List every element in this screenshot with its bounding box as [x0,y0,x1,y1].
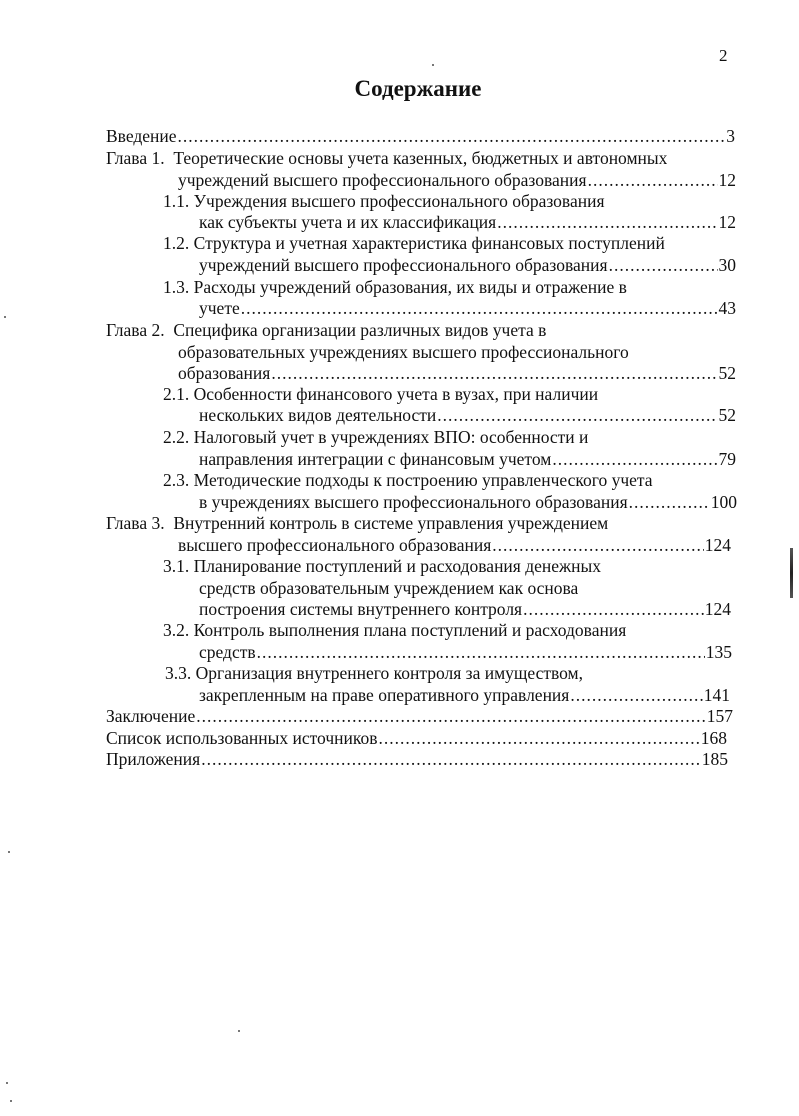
scan-speck [4,316,6,318]
leader-dots [201,749,701,770]
section-3-3-end[interactable] [199,685,730,706]
scan-speck [432,64,434,66]
chapter-3-heading-end[interactable] [178,535,731,556]
chapter-prefix: Глава 2. [106,320,165,340]
section-title-line: в учреждениях высшего профессионального образования [199,492,628,512]
section-2-2-end[interactable] [199,449,736,470]
section-title-line: направления интеграции с финансовым учетом [199,449,552,469]
scan-speck [10,1100,12,1102]
section-1-3[interactable] [163,277,627,298]
toc-page-number: 30 [718,255,736,275]
section-3-1-end[interactable] [199,599,731,620]
page-title: Содержание [354,76,482,101]
toc-page-number: 52 [718,405,736,425]
chapter-title-line: Внутренний контроль в системе управления учреждением [173,513,609,533]
chapter-prefix: Глава 1. [106,148,165,168]
leader-dots [271,363,717,384]
section-number: 3.1. [163,556,190,576]
toc-page-number: 157 [706,706,733,726]
toc-entry-conclusion[interactable] [106,706,733,727]
toc-page-number: 135 [705,642,732,662]
scan-edge-mark [790,548,793,598]
chapter-2-heading[interactable] [106,320,546,341]
chapter-title-line: учреждений высшего профессионального образования [178,170,587,190]
section-title-line: Контроль выполнения плана поступлений и расходования [193,620,627,640]
toc-page-number: 12 [718,170,736,190]
toc-page-number: 43 [718,298,736,318]
chapter-2-heading-cont[interactable] [178,342,629,363]
toc-entry-label: Список использованных источников [106,728,378,748]
section-title-line: средств [199,642,256,662]
section-number: 1.1. [163,191,190,211]
leader-dots [492,535,704,556]
section-title-line: Структура и учетная характеристика финансовых поступлений [193,233,665,253]
toc-page-number: 168 [700,728,727,748]
leader-dots [257,642,705,663]
chapter-title-line: образовательных учреждениях высшего профессионального [178,342,629,362]
section-title-line: Планирование поступлений и расходования денежных [193,556,601,576]
section-3-2-end[interactable] [199,642,732,663]
section-title-line: Расходы учреждений образования, их виды и отражение в [193,277,627,297]
section-1-3-end[interactable] [199,298,736,319]
section-title-line: Методические подходы к построению управленческого учета [193,470,653,490]
leader-dots [629,492,710,513]
chapter-title-line: образования [178,363,271,383]
toc-entry-label: Заключение [106,706,196,726]
section-number: 2.1. [163,384,190,404]
leader-dots [241,298,718,319]
section-1-1[interactable] [163,191,605,212]
leader-dots [437,405,717,426]
section-3-3[interactable] [165,663,583,684]
toc-page-number: 79 [718,449,736,469]
leader-dots [570,685,702,706]
section-title-line: Организация внутреннего контроля за имуществом, [195,663,584,683]
toc-page-number: 141 [703,685,730,705]
section-2-3-end[interactable] [199,492,737,513]
section-number: 1.2. [163,233,190,253]
leader-dots [588,170,718,191]
leader-dots [609,255,718,276]
section-title-line: Учреждения высшего профессионального образования [193,191,605,211]
section-title-line: как субъекты учета и их классификация [199,212,497,232]
toc-page-number: 185 [701,749,728,769]
section-2-1-end[interactable] [199,405,736,426]
toc-page-number: 12 [718,212,736,232]
section-title-line: учреждений высшего профессионального образования [199,255,608,275]
section-1-2[interactable] [163,233,665,254]
section-2-1[interactable] [163,384,598,405]
page-number: 2 [719,46,728,65]
scan-speck [238,1030,240,1032]
chapter-title-line: Специфика организации различных видов учета в [173,320,547,340]
section-title-line: нескольких видов деятельности [199,405,437,425]
chapter-1-heading[interactable] [106,148,667,169]
chapter-prefix: Глава 3. [106,513,165,533]
section-1-1-end[interactable] [199,212,736,233]
section-title-line: средств образовательным учреждением как основа [199,578,579,598]
toc-entry-intro[interactable] [106,126,735,147]
scan-speck [6,1082,8,1084]
section-number: 3.2. [163,620,190,640]
chapter-3-heading[interactable] [106,513,608,534]
toc-page-number: 124 [704,535,731,555]
section-2-3[interactable] [163,470,653,491]
toc-page-number: 124 [704,599,731,619]
leader-dots [178,126,726,147]
leader-dots [196,706,706,727]
section-1-2-end[interactable] [199,255,736,276]
section-number: 2.3. [163,470,190,490]
section-title-line: учете [199,298,240,318]
chapter-2-heading-end[interactable] [178,363,736,384]
section-title-line: построения системы внутреннего контроля [199,599,523,619]
section-title-line: Особенности финансового учета в вузах, при наличии [193,384,599,404]
chapter-title-line: Теоретические основы учета казенных, бюджетных и автономных [173,148,668,168]
toc-page-number: 100 [710,492,737,512]
chapter-title-line: высшего профессионального образования [178,535,492,555]
section-number: 2.2. [163,427,190,447]
scan-speck [8,851,10,853]
toc-entry-sources[interactable] [106,728,727,749]
section-number: 1.3. [163,277,190,297]
section-3-1-cont[interactable] [199,578,578,599]
toc-entry-label: Введение [106,126,177,146]
toc-page-number: 3 [726,126,735,146]
chapter-1-heading-end[interactable] [178,170,736,191]
section-3-2[interactable] [163,620,626,641]
leader-dots [379,728,700,749]
section-number: 3.3. [165,663,192,683]
section-title-line: закрепленным на праве оперативного управления [199,685,570,705]
toc-page-number: 52 [718,363,736,383]
leader-dots [497,212,717,233]
section-2-2[interactable] [163,427,588,448]
toc-entry-appendices[interactable] [106,749,728,770]
section-3-1[interactable] [163,556,601,577]
toc-entry-label: Приложения [106,749,201,769]
section-title-line: Налоговый учет в учреждениях ВПО: особенности и [193,427,589,447]
leader-dots [523,599,704,620]
leader-dots [552,449,717,470]
